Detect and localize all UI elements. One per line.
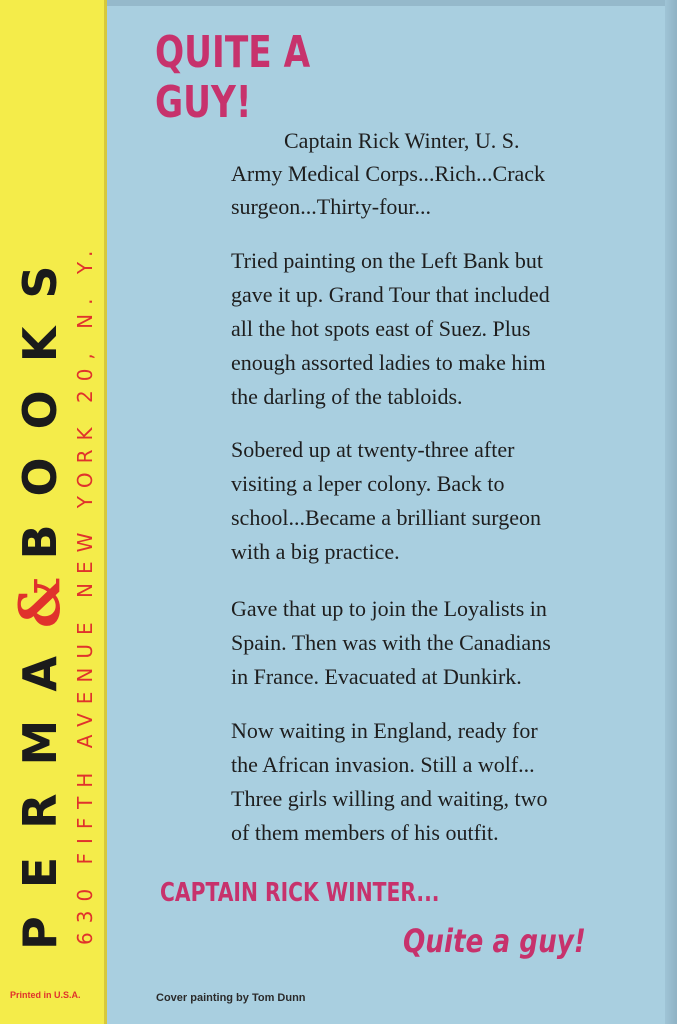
text-line: Tried painting on the Left Bank but: [231, 248, 544, 273]
paragraph-5: [231, 714, 641, 850]
ampersand-logo: &: [7, 577, 73, 629]
right-edge: [665, 0, 677, 1024]
tagline-name: CAPTAIN RICK WINTER...: [160, 878, 440, 908]
cover-credit: Cover painting by Tom Dunn: [156, 992, 306, 1004]
text-line: school...Became a brilliant surgeon: [231, 505, 541, 530]
text-line: the darling of the tabloids.: [231, 384, 463, 409]
text-line: surgeon...Thirty-four...: [231, 194, 432, 219]
spine: [0, 0, 106, 1024]
text-line: Sobered up at twenty-three after: [231, 437, 515, 462]
headline-line-2: GUY!: [155, 77, 252, 128]
text-line: Army Medical Corps...Rich...Crack: [231, 161, 546, 186]
text-line: gave it up. Grand Tour that included: [231, 282, 550, 307]
paragraph-1-rest: [231, 157, 641, 223]
paragraph-1-first-line: Captain Rick Winter, U. S.: [284, 128, 520, 153]
publisher-brand: [7, 50, 73, 950]
paragraph-3: [231, 433, 641, 569]
text-line: of them members of his outfit.: [231, 820, 499, 845]
text-line: Gave that up to join the Loyalists in: [231, 596, 547, 621]
text-line: in France. Evacuated at Dunkirk.: [231, 664, 522, 689]
text-line: Now waiting in England, ready for: [231, 718, 538, 743]
printed-in-usa: Printed in U.S.A.: [10, 990, 81, 1000]
headline: [155, 28, 327, 128]
publisher-address: 630 FIFTH AVENUE NEW YORK 20, N. Y.: [73, 241, 97, 945]
headline-line-1: QUITE A: [155, 27, 311, 78]
paragraph-2: [231, 244, 641, 414]
text-line: enough assorted ladies to make him: [231, 350, 546, 375]
tagline-quote: Quite a guy!: [403, 922, 586, 960]
brand-perma: PERMA: [13, 628, 67, 950]
text-line: the African invasion. Still a wolf...: [231, 752, 535, 777]
text-line: with a big practice.: [231, 539, 400, 564]
brand-books: BOOKS: [13, 237, 67, 560]
text-line: visiting a leper colony. Back to: [231, 471, 505, 496]
text-line: all the hot spots east of Suez. Plus: [231, 316, 531, 341]
text-line: Three girls willing and waiting, two: [231, 786, 548, 811]
top-edge: [106, 0, 677, 6]
paragraph-4: [231, 592, 641, 694]
text-line: Spain. Then was with the Canadians: [231, 630, 551, 655]
spine-edge: [104, 0, 107, 1024]
